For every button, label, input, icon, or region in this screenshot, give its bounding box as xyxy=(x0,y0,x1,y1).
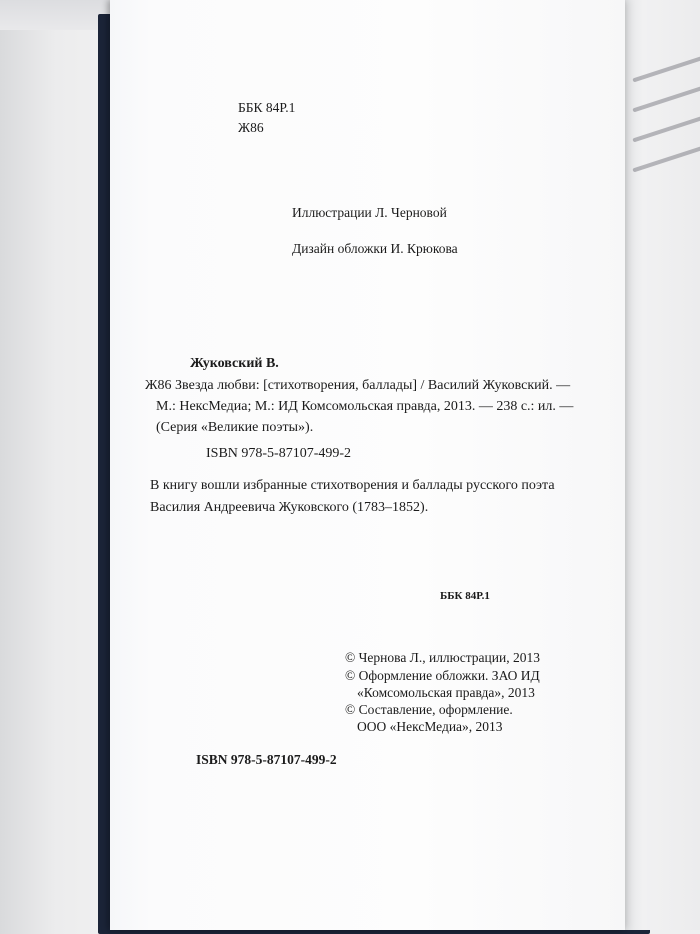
catalog-line: (Серия «Великие поэты»). xyxy=(156,420,314,435)
annotation-line: Василия Андреевича Жуковского (1783–1852). xyxy=(150,500,429,515)
bbk-code: ББК 84Р.1 xyxy=(238,100,296,115)
catalog-line: М.: НексМедиа; М.: ИД Комсомольская правда, 2013. — 238 с.: ил. — xyxy=(156,399,574,414)
facing-page xyxy=(624,0,700,930)
copyright-line: © Оформление обложки. ЗАО ИД xyxy=(345,668,540,683)
cover-design-credit: Дизайн обложки И. Крюкова xyxy=(292,241,458,256)
illustrations-credit: Иллюстрации Л. Черновой xyxy=(292,205,447,220)
copyright-line: «Комсомольская правда», 2013 xyxy=(357,685,535,700)
author-mark: Ж86 xyxy=(238,120,264,135)
catalog-isbn: ISBN 978-5-87107-499-2 xyxy=(206,446,352,461)
bbk-bottom: ББК 84Р.1 xyxy=(440,590,490,602)
isbn-bottom: ISBN 978-5-87107-499-2 xyxy=(196,752,337,767)
catalog-line: Ж86 Звезда любви: [стихотворения, баллады] / Василий Жуковский. — xyxy=(145,378,571,393)
imprint-page xyxy=(110,0,625,930)
copyright-line: ООО «НексМедиа», 2013 xyxy=(357,719,503,734)
copyright-line: © Чернова Л., иллюстрации, 2013 xyxy=(345,650,540,665)
copyright-line: © Составление, оформление. xyxy=(345,702,513,717)
bleed-through-text xyxy=(632,42,700,83)
catalog-author: Жуковский В. xyxy=(190,356,279,371)
annotation-line: В книгу вошли избранные стихотворения и баллады русского поэта xyxy=(150,478,555,493)
